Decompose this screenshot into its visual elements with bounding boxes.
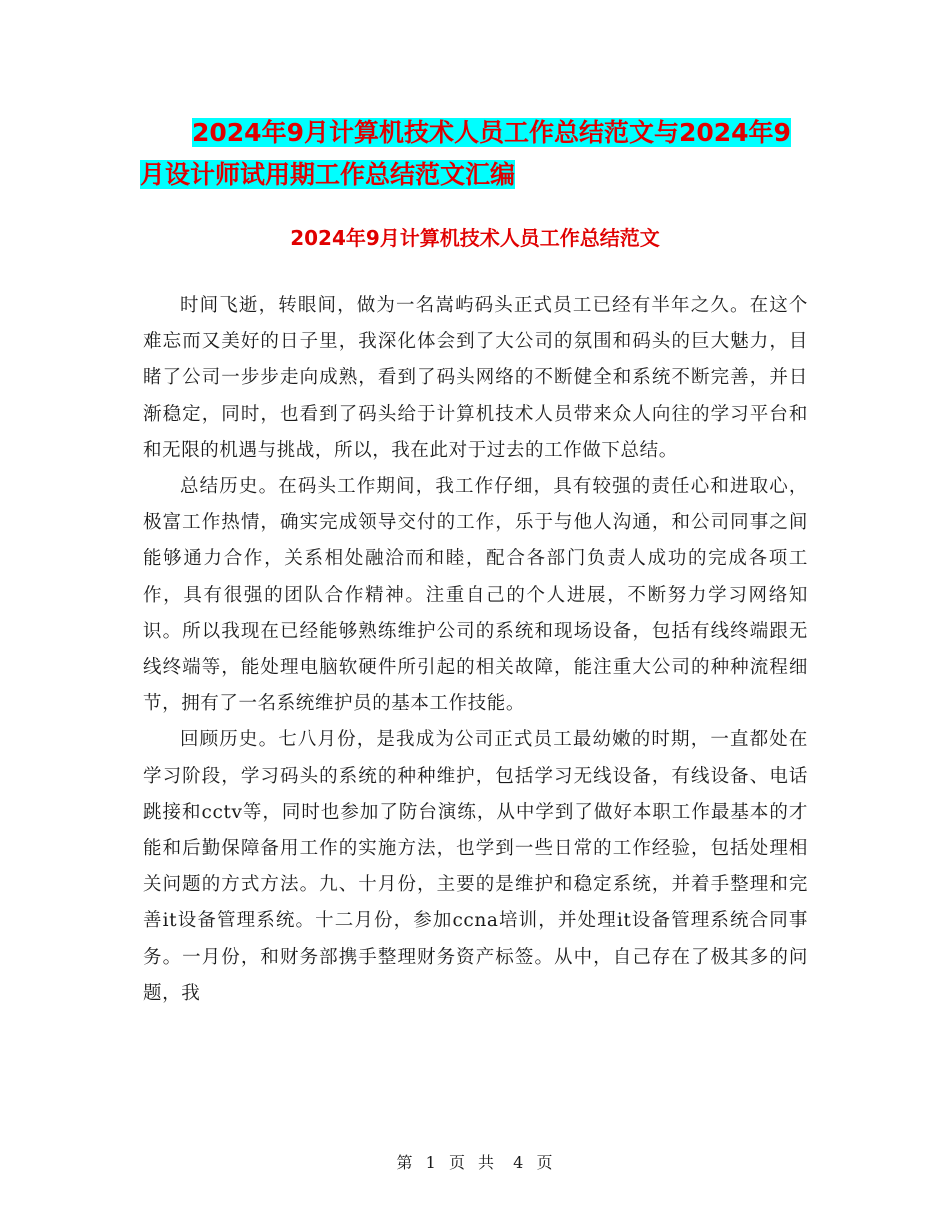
page-total: 4 [513, 1153, 525, 1172]
page-number: 1 [425, 1153, 437, 1172]
section-title: 2024年9月计算机技术人员工作总结范文 [290, 226, 660, 250]
page-footer [0, 1150, 950, 1173]
footer-prefix: 第 [396, 1153, 414, 1172]
paragraph: 时间飞逝，转眼间，做为一名嵩屿码头正式员工已经有半年之久。在这个难忘而又美好的日子里，我深化体会到了大公司的氛围和码头的巨大魅力，目睹了公司一步步走向成熟，看到了码头网络的不断健全和系统不断完善，并日渐稳定，同时，也看到了码头给于计算机技术人员带来众人向往的学习平台和和无限的机遇与挑战，所以，我在此对于过去的工作做下总结。 [143, 295, 808, 461]
footer-mid: 页 [448, 1153, 466, 1172]
document-title-line-1: 2024年9月计算机技术人员工作总结范文与2024年9 [192, 118, 791, 147]
paragraph: 总结历史。在码头工作期间，我工作仔细，具有较强的责任心和进取心，极富工作热情，确实完成领导交付的工作，乐于与他人沟通，和公司同事之间能够通力合作，关系相处融洽而和睦，配合各部门负责人成功的完成各项工作，具有很强的团队合作精神。注重自己的个人进展，不断努力学习网络知识。所以我现在已经能够熟练维护公司的系统和现场设备，包括有线终端跟无线终端等，能处理电脑软硬件所引起的相关故障，能注重大公司的种种流程细节，拥有了一名系统维护员的基本工作技能。 [143, 476, 808, 715]
document-body [143, 288, 808, 1012]
footer-of: 共 [478, 1153, 496, 1172]
paragraph: 回顾历史。七八月份，是我成为公司正式员工最幼嫩的时期，一直都处在学习阶段，学习码头的系统的种种维护，包括学习无线设备，有线设备、电话跳接和cctv等，同时也参加了防台演练，从中学到了做好本职工作最基本的才能和后勤保障备用工作的实施方法，也学到一些日常的工作经验，包括处理相关问题的方式方法。九、十月份，主要的是维护和稳定系统，并着手整理和完善it设备管理系统。十二月份，参加ccna培训，并处理it设备管理系统合同事务。一月份，和财务部携手整理财务资产标签。从中，自己存在了极其多的问题，我 [143, 729, 808, 1004]
footer-suffix: 页 [536, 1153, 554, 1172]
document-title-line-2: 月设计师试用期工作总结范文汇编 [140, 160, 516, 189]
document-title [140, 112, 820, 196]
